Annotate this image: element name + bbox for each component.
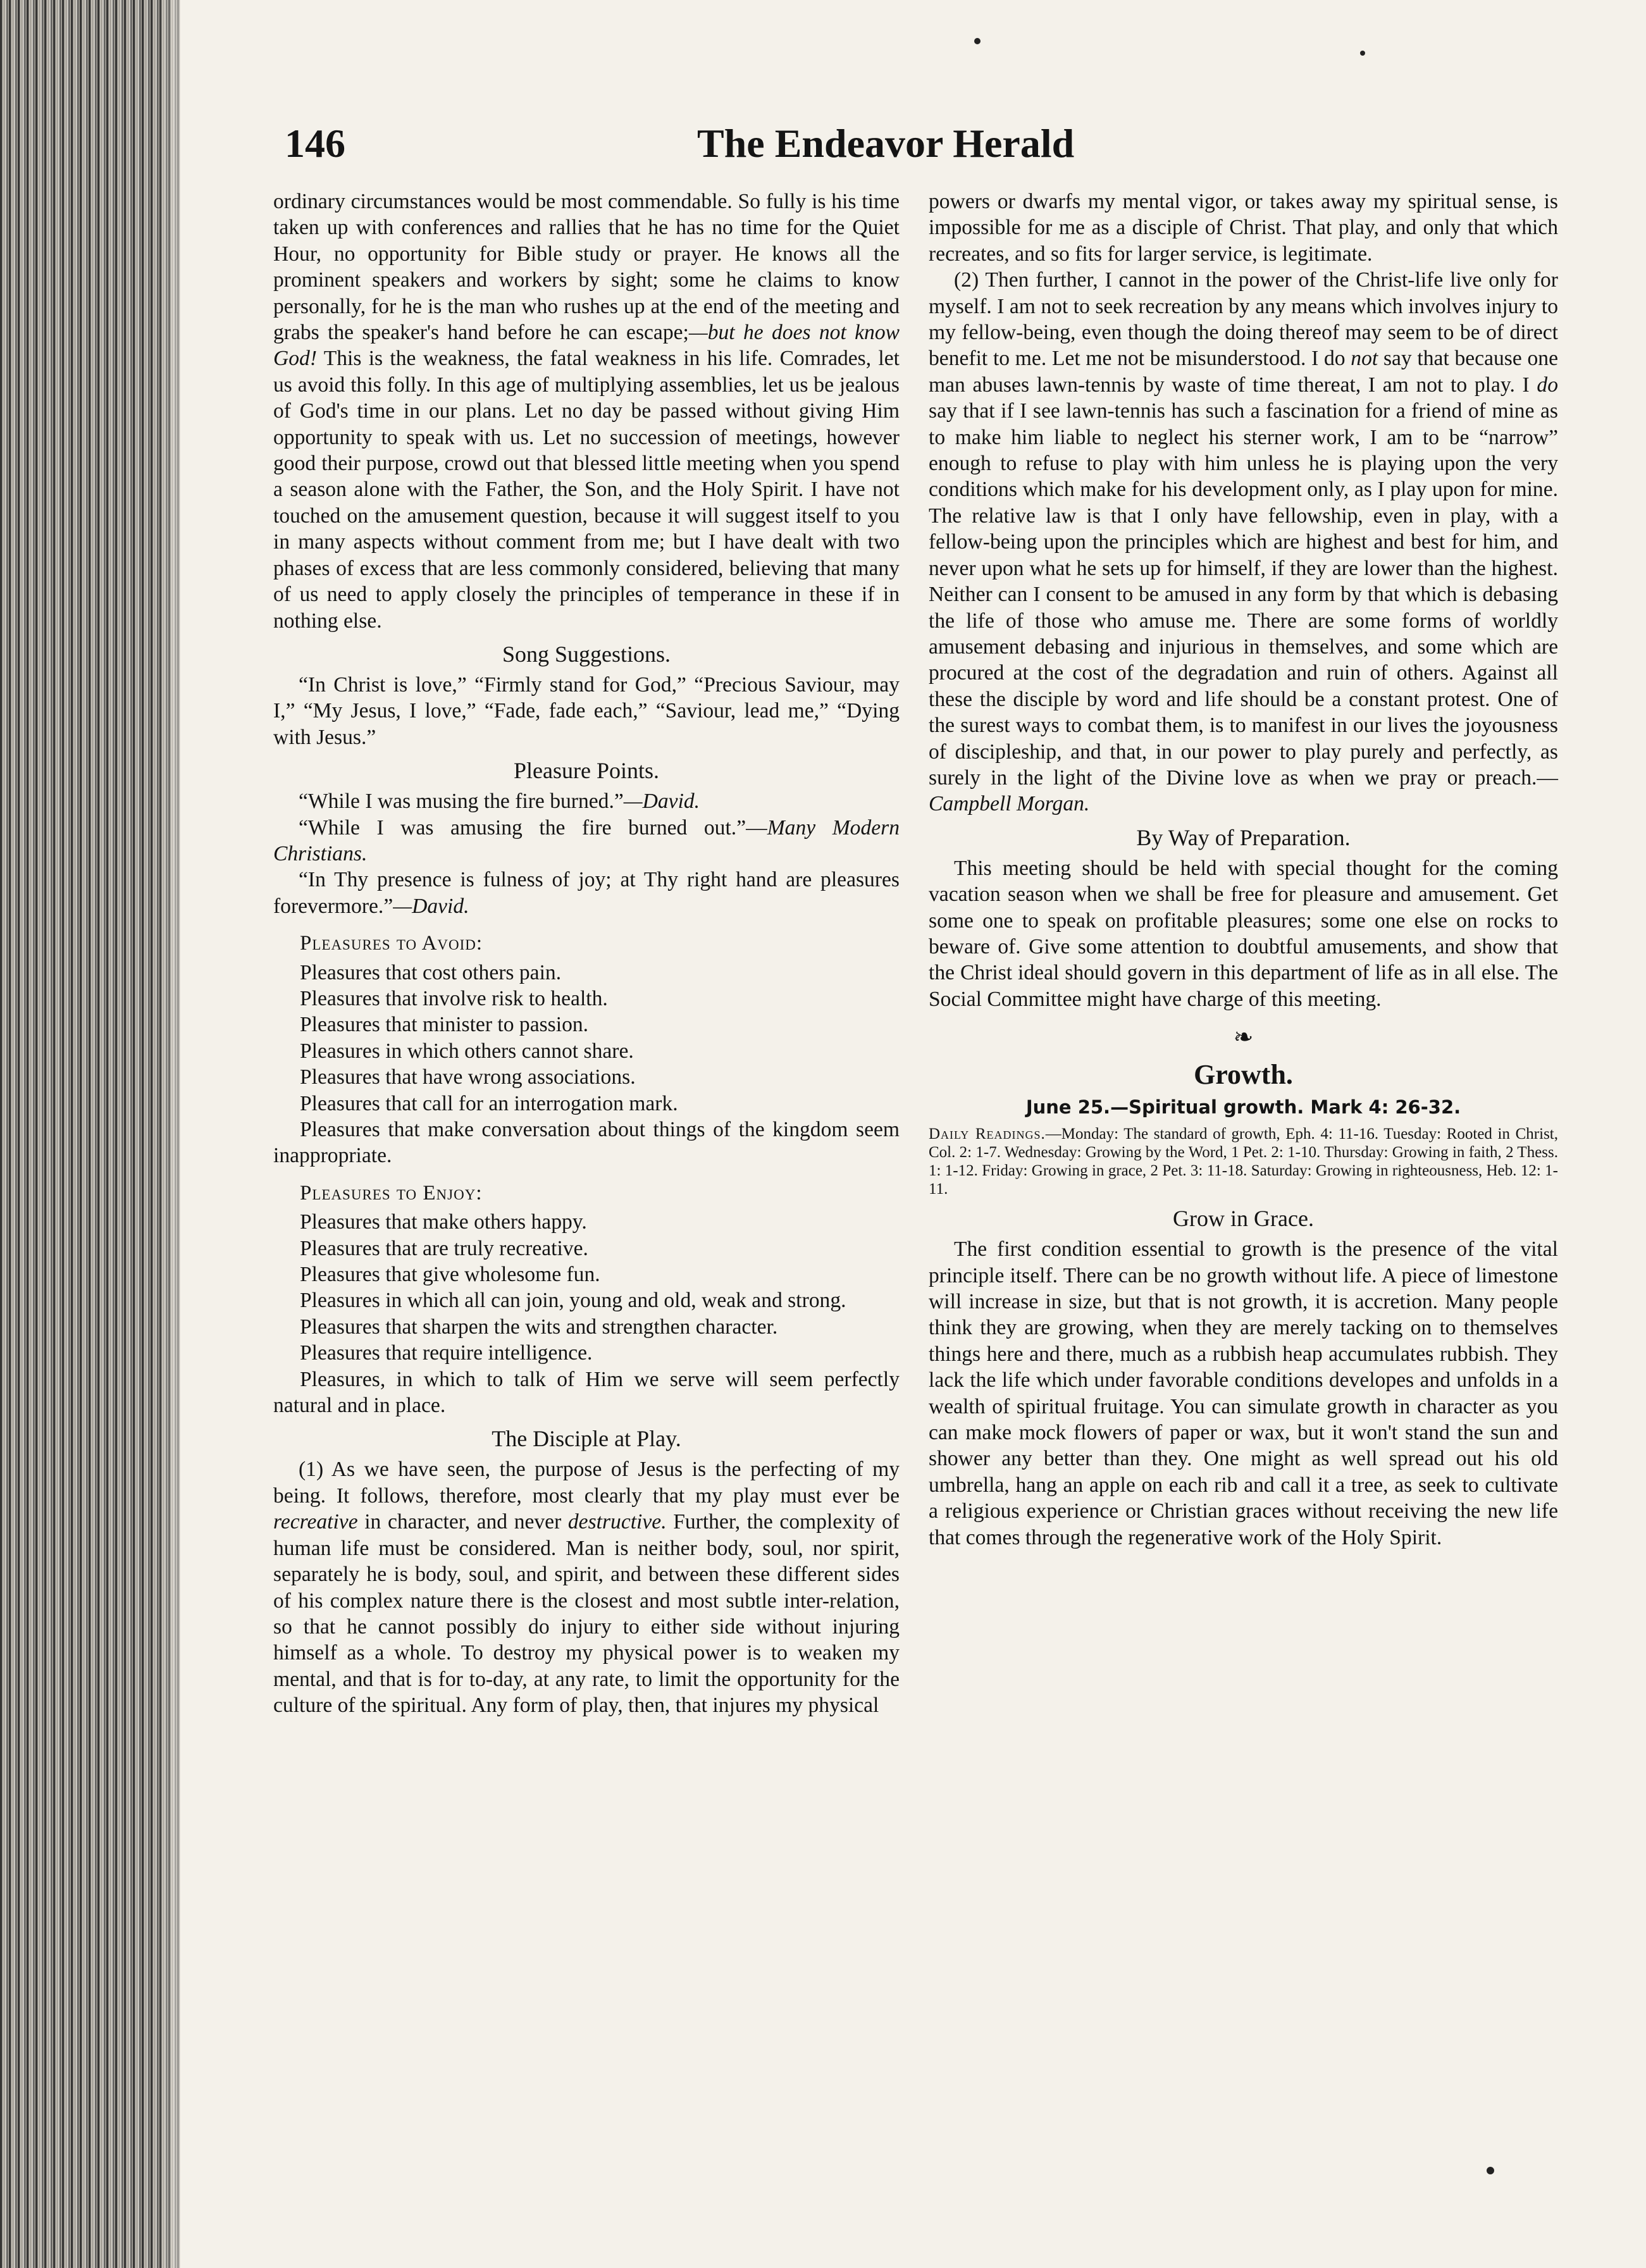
left-column (273, 189, 900, 1719)
binding-shadow (158, 0, 196, 2268)
quote-1: “While I was musing the fire burned.”—David. (299, 790, 700, 814)
enjoy-list (273, 1209, 900, 1418)
list-item: Pleasures that involve risk to health. (300, 986, 608, 1010)
daily-readings: Daily Readings.—Monday: The standard of growth, Eph. 4: 11-16. Tuesday: Rooted in Christ, Col. 2: 1-7. Wednesday: Growing by the Word, 1 Pet. 2: 1-10. Thursday: Growing in faith, 2 Thess. 1: 1-12. Friday: Growing in grace, 2 Pet. 3: 11-18. Saturday: Growing in righteousness, Heb. 12: 1-11. (929, 1125, 1558, 1198)
quote-2: “While I was amusing the fire burned out.”—Many Modern Christians. (273, 815, 900, 865)
song-list: “In Christ is love,” “Firmly stand for God,” “Precious Saviour, may I,” “My Jesus, I love,” “Fade, fade each,” “Saviour, lead me,” “Dying with Jesus.” (273, 672, 900, 749)
avoid-list (273, 960, 900, 1169)
quote-3: “In Thy presence is fulness of joy; at Thy right hand are pleasures forevermore.”—David. (273, 868, 900, 918)
paragraph-continued: ordinary circumstances would be most commendable. So fully is his time taken up with conferences and rallies that he has no time for the Quiet Hour, no opportunity for Bible study or prayer. He knows all the prominent speakers and workers by sight; some he claims to know personally, for he is the man who rushes up at the end of the meeting and grabs the speaker's hand before he can escape;—but he does not know God! This is the weakness, the fatal weakness in his life. Comrades, let us avoid this folly. In this age of multiplying assemblies, let us be jealous of God's time in our plans. Let no day be passed without giving Him opportunity to speak with us. Let no succession of meetings, however good their purpose, crowd out that blessed little meeting when you spend a season alone with the Father, the Son, and the Holy Spirit. I have not touched on the amusement question, because it will suggest itself to you in many aspects without comment from me; but I have dealt with two phases of excess that are less commonly considered, believing that many of us need to apply closely the principles of temperance in these if in nothing else. (273, 190, 900, 633)
heading-grow-in-grace: Grow in Grace. (1173, 1206, 1314, 1232)
heading-growth: Growth. (1194, 1059, 1293, 1091)
paragraph-disciple-2: (2) Then further, I cannot in the power of the Christ-life live only for myself. I am not to seek recreation by any means which involves injury to my fellow-being, even though the doing thereof may seem to be of direct benefit to me. Let me not be misunderstood. I do not say that because one man abuses lawn-tennis by waste of time thereat, I am not to play. I do say that if I see lawn-tennis has such a fascination for a friend of mine as to make him liable to neglect his sterner work, I am to be “narrow” enough to refuse to play with him unless he is playing upon the very conditions which make for his development only, as I play upon for mine. The relative law is that I only have fellowship, even in play, with a fellow-being upon the principles which are highest and best for him, and never upon what he sets up for himself, if they are lower than the highest. Neither can I consent to be amused in any form by that which is debasing the life of those who amuse me. There are some forms of worldly amusement debasing and injurious in themselves, and some which are procured at the cost of the degradation and ruin of others. Against all these the disciple by word and life should be a constant protest. One of the surest ways to combat them, is to manifest in our lives the joyousness of discipleship, and that, in our power to play purely and perfectly, as surely in the light of the Divine love as when we pray or preach.—Campbell Morgan. (929, 268, 1558, 816)
fleuron-icon: ❧ (1233, 1024, 1254, 1051)
print-speck (1360, 51, 1365, 56)
list-item: Pleasures that minister to passion. (300, 1013, 589, 1037)
list-item: Pleasures in which others cannot share. (300, 1039, 634, 1063)
right-column (929, 189, 1558, 1551)
heading-pleasures-to-enjoy: Pleasures to Enjoy: (300, 1181, 483, 1205)
heading-song-suggestions: Song Suggestions. (502, 641, 671, 667)
list-item: Pleasures that make others happy. (300, 1210, 587, 1234)
list-item: Pleasures that sharpen the wits and strengthen character. (300, 1315, 778, 1339)
print-speck (974, 38, 981, 44)
paragraph-disciple-1: (1) As we have seen, the purpose of Jesus is the perfecting of my being. It follows, therefore, most clearly that my play must ever be recreative in character, and never destructive. Further, the complexity of human life must be considered. Man is neither body, soul, nor spirit, separately he is body, soul, and spirit, and between these different sides of his complex nature there is the closest and most subtle inter-relation, so that he cannot possibly do injury to either side without injuring himself as a whole. To destroy my physical power is to weaken my mental, and that is for to-day, at any rate, to limit the opportunity for the culture of the spiritual. Any form of play, then, that injures my physical (273, 1458, 900, 1718)
paragraph-preparation: This meeting should be held with special thought for the coming vacation season when we shall be free for pleasure and amusement. Get some one to speak on profitable pleasures; some one else on rocks to beware of. Give some attention to doubtful amusements, and show that the Christ ideal should govern in this department of life as in all else. The Social Committee might have charge of this meeting. (929, 856, 1558, 1011)
list-item: Pleasures that have wrong associations. (300, 1065, 636, 1089)
list-item: Pleasures that call for an interrogation mark. (300, 1091, 678, 1115)
list-item: Pleasures that are truly recreative. (300, 1236, 588, 1260)
emphasis: —but he does not know God! (273, 321, 900, 371)
list-item: Pleasures that require intelligence. (300, 1341, 593, 1365)
list-item: Pleasures in which all can join, young and old, weak and strong. (300, 1289, 846, 1313)
running-head: The Endeavor Herald (697, 121, 1075, 166)
page-number: 146 (285, 121, 345, 166)
list-item: Pleasures that give wholesome fun. (300, 1263, 600, 1287)
list-item: Pleasures, in which to talk of Him we serve will seem perfectly natural and in place. (273, 1367, 900, 1418)
heading-by-way-of-preparation: By Way of Preparation. (1136, 824, 1351, 850)
heading-pleasure-points: Pleasure Points. (514, 758, 659, 784)
attribution: Campbell Morgan. (929, 792, 1090, 816)
paragraph-grow-in-grace: The first condition essential to growth is the presence of the vital principle itself. There can be no growth without life. A piece of limestone will increase in size, but that is not growth, it is accretion. Many people think they are growing, when they are merely tacking on to themselves things here and there, much as a rubbish heap accumulates rubbish. They lack the life which under favorable conditions developes and unfolds in a wealth of spiritual fruitage. You can simulate growth in character as you can make mock flowers of paper or wax, but it won't stand the sun and shower any better than they. One might as well spread out his old umbrella, hang an apple on each rib and call it a tree, as seek to cultivate a religious experience or Christian graces without receiving the new life that comes through the regenerative work of the Holy Spirit. (929, 1237, 1558, 1549)
list-item: Pleasures that make conversation about things of the kingdom seem inappropriate. (273, 1118, 900, 1168)
lesson-reference: June 25.—Spiritual growth. Mark 4: 26-32. (1025, 1096, 1461, 1119)
list-item: Pleasures that cost others pain. (300, 960, 562, 984)
paragraph-continued: powers or dwarfs my mental vigor, or takes away my spiritual sense, is impossible for me as a disciple of Christ. That play, and only that which recreates, and so fits for larger service, is legitimate. (929, 190, 1558, 266)
page-binding-edge (0, 0, 180, 2268)
print-speck (1487, 2167, 1494, 2174)
heading-disciple-at-play: The Disciple at Play. (492, 1426, 681, 1452)
heading-pleasures-to-avoid: Pleasures to Avoid: (300, 932, 483, 955)
